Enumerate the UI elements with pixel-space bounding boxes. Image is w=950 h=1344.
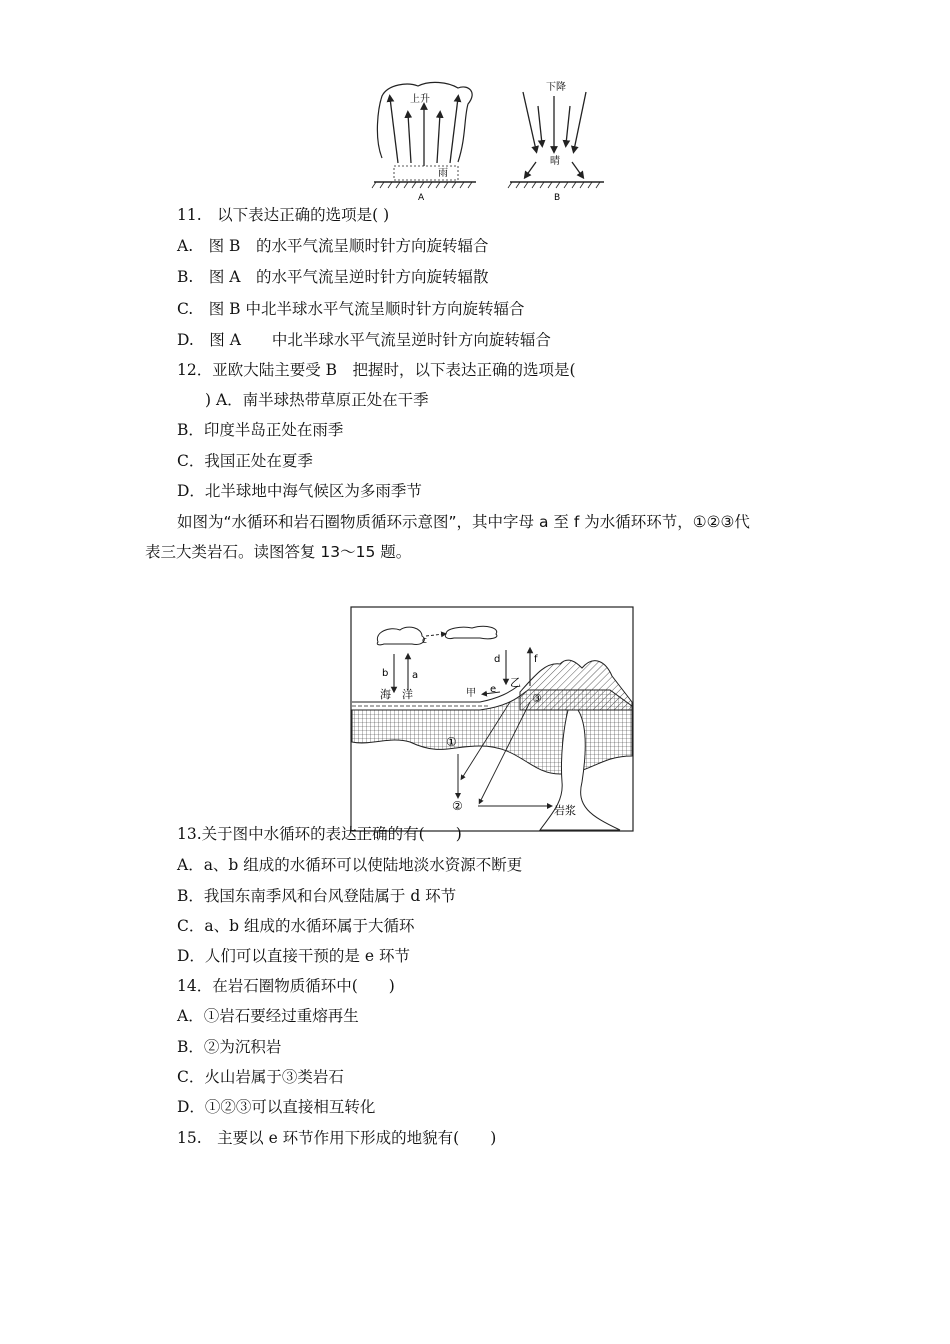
airflow-figure (368, 78, 618, 206)
intro-line-1: 如图为“水循环和岩石圈物质循环示意图”，其中字母 a 至 f 为水循环环节，①②③代 (177, 513, 750, 531)
label-up: 上升 (410, 94, 430, 105)
q13-option-b: B．我国东南季风和台风登陆属于 d 环节 (177, 887, 457, 905)
label-a: A (418, 193, 425, 203)
label-rock3: ③ (532, 692, 542, 705)
q12-option-c: C．我国正处在夏季 (177, 452, 313, 470)
q11-option-b: B. 图 A 的水平气流呈逆时针方向旋转辐散 (177, 268, 489, 286)
q13-option-c: C．a、b 组成的水循环属于大循环 (177, 917, 415, 935)
q12-stem: 12．亚欧大陆主要受 B 把握时，以下表达正确的选项是( (177, 361, 576, 379)
q11-option-a: A. 图 B 的水平气流呈顺时针方向旋转辐合 (177, 237, 489, 255)
q12-option-b: B．印度半岛正处在雨季 (177, 421, 344, 439)
label-yi: 乙 (510, 676, 521, 689)
label-e: e (490, 684, 497, 695)
label-d: d (494, 654, 501, 665)
q14-option-a: A．①岩石要经过重熔再生 (177, 1007, 359, 1025)
cloud-right (445, 626, 497, 638)
label-f: f (534, 654, 538, 665)
label-rain: 雨 (438, 168, 448, 179)
q14-option-c: C．火山岩属于③类岩石 (177, 1068, 344, 1086)
q12-option-a: ) A．南半球热带草原正处在干季 (205, 391, 429, 409)
label-jia: 甲 (466, 688, 476, 699)
q14-option-d: D．①②③可以直接相互转化 (177, 1098, 376, 1116)
label-b: B (554, 193, 561, 203)
q13-stem: 13.关于图中水循环的表达正确的有( ) (177, 825, 462, 843)
label-b-arrow: b (382, 668, 389, 679)
label-down: 下降 (546, 82, 566, 93)
q11-stem: 11. 以下表达正确的选项是( ) (177, 206, 390, 224)
airflow-diagram (368, 78, 618, 206)
label-ocean: 海 洋 (380, 688, 413, 701)
q13-option-d: D．人们可以直接干预的是 e 环节 (177, 947, 410, 965)
label-a-arrow: a (412, 670, 419, 681)
q11-option-c: C. 图 B 中北半球水平气流呈顺时针方向旋转辐合 (177, 300, 525, 318)
label-clear: 晴 (550, 156, 560, 167)
q11-option-d: D. 图 A 中北半球水平气流呈逆时针方向旋转辐合 (177, 331, 551, 349)
water-rock-cycle-diagram (350, 606, 634, 832)
q13-option-a: A．a、b 组成的水循环可以使陆地淡水资源不断更 (177, 856, 523, 874)
q14-option-b: B．②为沉积岩 (177, 1038, 282, 1056)
label-c: c (422, 636, 427, 646)
q12-option-d: D．北半球地中海气候区为多雨季节 (177, 482, 422, 500)
q14-stem: 14．在岩石圈物质循环中( ) (177, 977, 395, 995)
label-rock1: ① (446, 735, 457, 749)
intro-line-2: 表三大类岩石。读图答复 13～15 题。 (145, 543, 412, 561)
label-rock2: ② (452, 799, 463, 813)
water-rock-cycle-figure (350, 606, 634, 832)
label-magma: 岩浆 (554, 804, 576, 817)
q15-stem: 15. 主要以 e 环节作用下形成的地貌有( ) (177, 1129, 497, 1147)
